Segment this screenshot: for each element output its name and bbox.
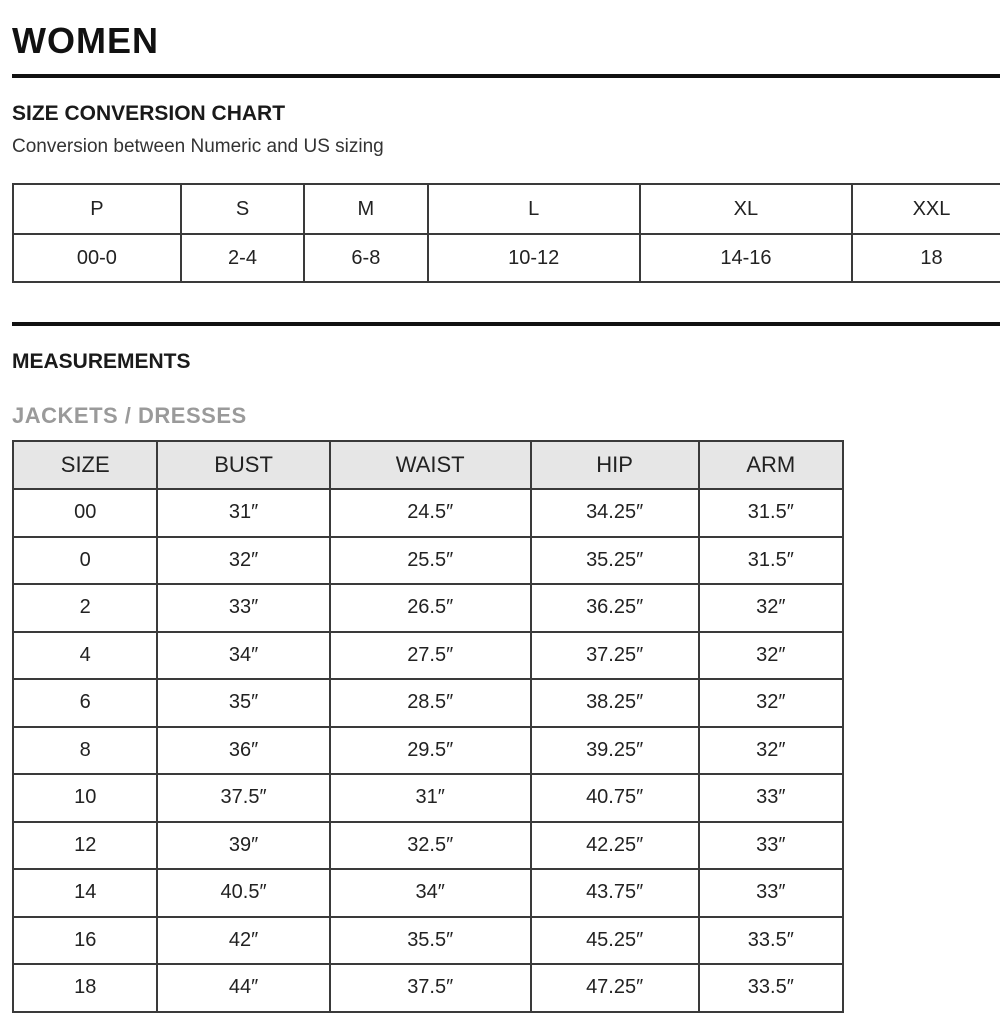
table-row (13, 774, 843, 822)
arm-cell: 32″ (699, 727, 843, 775)
numeric-size-cell: 14-16 (640, 234, 852, 282)
bust-cell: 42″ (157, 917, 329, 965)
page-title: WOMEN (12, 20, 159, 61)
title-divider (12, 74, 1000, 78)
bust-cell: 39″ (157, 822, 329, 870)
arm-cell: 31.5″ (699, 537, 843, 585)
arm-cell: 31.5″ (699, 489, 843, 537)
bust-cell: 36″ (157, 727, 329, 775)
hip-cell: 38.25″ (531, 679, 699, 727)
section-divider (12, 322, 1000, 326)
hip-cell: 42.25″ (531, 822, 699, 870)
numeric-size-cell: 2-4 (181, 234, 304, 282)
arm-cell: 32″ (699, 679, 843, 727)
bust-cell: 44″ (157, 964, 329, 1012)
size-cell: 4 (13, 632, 157, 680)
size-cell: 00 (13, 489, 157, 537)
waist-cell: 34″ (330, 869, 531, 917)
letter-size-cell: L (428, 184, 640, 234)
waist-cell: 28.5″ (330, 679, 531, 727)
conversion-numeric-row (13, 234, 1000, 282)
letter-size-cell: P (13, 184, 181, 234)
numeric-size-cell: 6-8 (304, 234, 427, 282)
table-row (13, 679, 843, 727)
hip-cell: 43.75″ (531, 869, 699, 917)
table-row (13, 537, 843, 585)
column-header-size: SIZE (13, 441, 157, 489)
size-cell: 18 (13, 964, 157, 1012)
category-subheading: JACKETS / DRESSES (12, 403, 247, 428)
bust-cell: 32″ (157, 537, 329, 585)
table-row (13, 632, 843, 680)
letter-size-cell: XXL (852, 184, 1000, 234)
letter-size-cell: M (304, 184, 427, 234)
bust-cell: 35″ (157, 679, 329, 727)
numeric-size-cell: 18 (852, 234, 1000, 282)
hip-cell: 45.25″ (531, 917, 699, 965)
hip-cell: 47.25″ (531, 964, 699, 1012)
table-row (13, 727, 843, 775)
measurements-heading: MEASUREMENTS (12, 350, 191, 373)
size-cell: 10 (13, 774, 157, 822)
numeric-size-cell: 00-0 (13, 234, 181, 282)
arm-cell: 32″ (699, 632, 843, 680)
bust-cell: 33″ (157, 584, 329, 632)
bust-cell: 37.5″ (157, 774, 329, 822)
size-cell: 0 (13, 537, 157, 585)
column-header-hip: HIP (531, 441, 699, 489)
waist-cell: 25.5″ (330, 537, 531, 585)
size-cell: 12 (13, 822, 157, 870)
waist-cell: 31″ (330, 774, 531, 822)
table-row (13, 822, 843, 870)
table-row (13, 964, 843, 1012)
conversion-letter-row (13, 184, 1000, 234)
bust-cell: 31″ (157, 489, 329, 537)
size-cell: 16 (13, 917, 157, 965)
arm-cell: 33″ (699, 869, 843, 917)
hip-cell: 36.25″ (531, 584, 699, 632)
letter-size-cell: S (181, 184, 304, 234)
measurements-body (13, 489, 843, 1012)
arm-cell: 33.5″ (699, 917, 843, 965)
numeric-size-cell: 10-12 (428, 234, 640, 282)
waist-cell: 35.5″ (330, 917, 531, 965)
column-header-arm: ARM (699, 441, 843, 489)
table-row (13, 489, 843, 537)
table-row (13, 917, 843, 965)
size-cell: 8 (13, 727, 157, 775)
waist-cell: 24.5″ (330, 489, 531, 537)
measurements-table (12, 440, 844, 1013)
arm-cell: 33.5″ (699, 964, 843, 1012)
hip-cell: 35.25″ (531, 537, 699, 585)
letter-size-cell: XL (640, 184, 852, 234)
bust-cell: 34″ (157, 632, 329, 680)
hip-cell: 39.25″ (531, 727, 699, 775)
waist-cell: 29.5″ (330, 727, 531, 775)
table-row (13, 584, 843, 632)
size-cell: 14 (13, 869, 157, 917)
column-header-bust: BUST (157, 441, 329, 489)
arm-cell: 32″ (699, 584, 843, 632)
column-header-waist: WAIST (330, 441, 531, 489)
hip-cell: 40.75″ (531, 774, 699, 822)
size-cell: 2 (13, 584, 157, 632)
waist-cell: 26.5″ (330, 584, 531, 632)
hip-cell: 37.25″ (531, 632, 699, 680)
measurements-header-row (13, 441, 843, 489)
conversion-subtitle: Conversion between Numeric and US sizing (12, 136, 384, 157)
size-cell: 6 (13, 679, 157, 727)
conversion-heading: SIZE CONVERSION CHART (12, 102, 286, 125)
arm-cell: 33″ (699, 774, 843, 822)
table-row (13, 869, 843, 917)
hip-cell: 34.25″ (531, 489, 699, 537)
waist-cell: 27.5″ (330, 632, 531, 680)
waist-cell: 32.5″ (330, 822, 531, 870)
waist-cell: 37.5″ (330, 964, 531, 1012)
bust-cell: 40.5″ (157, 869, 329, 917)
arm-cell: 33″ (699, 822, 843, 870)
size-conversion-table (12, 183, 1000, 283)
